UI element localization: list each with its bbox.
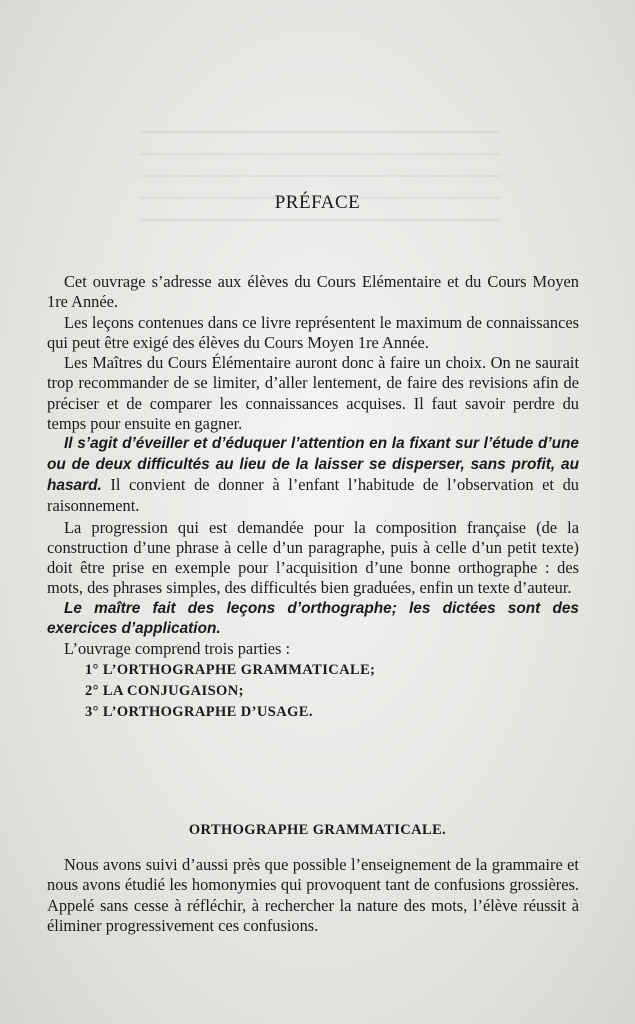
page-title: PRÉFACE — [274, 192, 361, 213]
section-body — [47, 855, 579, 936]
preface-body — [47, 272, 579, 723]
part-item-2: 2° LA CONJUGAISON; — [85, 682, 244, 699]
paragraph-4 — [47, 434, 579, 517]
paragraph-5: La progression qui est demandée pour la composition française (de la construction d’une phrase à celle d’un paragraphe, puis à celle d’un petit texte) doit être prise en exemple pour l’acquisition d’une bonne orthographe : des mots, des phrases simples, des difficultés bien graduées, enfin un texte d’auteur. — [47, 517, 579, 598]
paragraph-4-rest: Il convient de donner à l’enfant l’habitude de l’observation et du raisonnement. — [47, 474, 579, 516]
part-item-3: 3° L’ORTHOGRAPHE D’USAGE. — [85, 703, 313, 720]
paragraph-7: L’ouvrage comprend trois parties : — [64, 639, 291, 659]
paragraph-4-emphasis: Il s’agit d’éveiller et d’éduquer l’attention en la fixant sur l’étude d’une ou de deux difficultés au lieu de la laisser se disperser, sans profit, au hasard. — [47, 435, 579, 494]
section-heading: ORTHOGRAPHE GRAMMATICALE. — [188, 822, 447, 838]
parts-list — [47, 660, 579, 723]
paragraph-6: Le maître fait des leçons d’orthographe; les dictées sont des exercices d’application. — [47, 599, 579, 638]
part-item-1: 1° L’ORTHOGRAPHE GRAMMATICALE; — [85, 661, 376, 678]
section-paragraph: Nous avons suivi d’aussi près que possible l’enseignement de la grammaire et nous avons étudié les homonymies qui provoquent tant de confusions grossières. Appelé sans cesse à réfléchir, à rechercher la nature des mots, l’élève réussit à éliminer progressivement ces confusions. — [47, 855, 579, 935]
paragraph-3: Les Maîtres du Cours Élémentaire auront donc à faire un choix. On ne saurait trop recommander de se limiter, d’aller lentement, de faire des revisions afin de préciser et de comparer les connaissances acquises. Il faut savoir perdre du temps pour ensuite en gagner. — [47, 353, 579, 434]
paragraph-1: Cet ouvrage s’adresse aux élèves du Cours Elémentaire et du Cours Moyen 1re Année. — [47, 272, 579, 312]
paragraph-2: Les leçons contenues dans ce livre représentent le maximum de connaissances qui peut être exigé des élèves du Cours Moyen 1re Année. — [47, 312, 579, 352]
